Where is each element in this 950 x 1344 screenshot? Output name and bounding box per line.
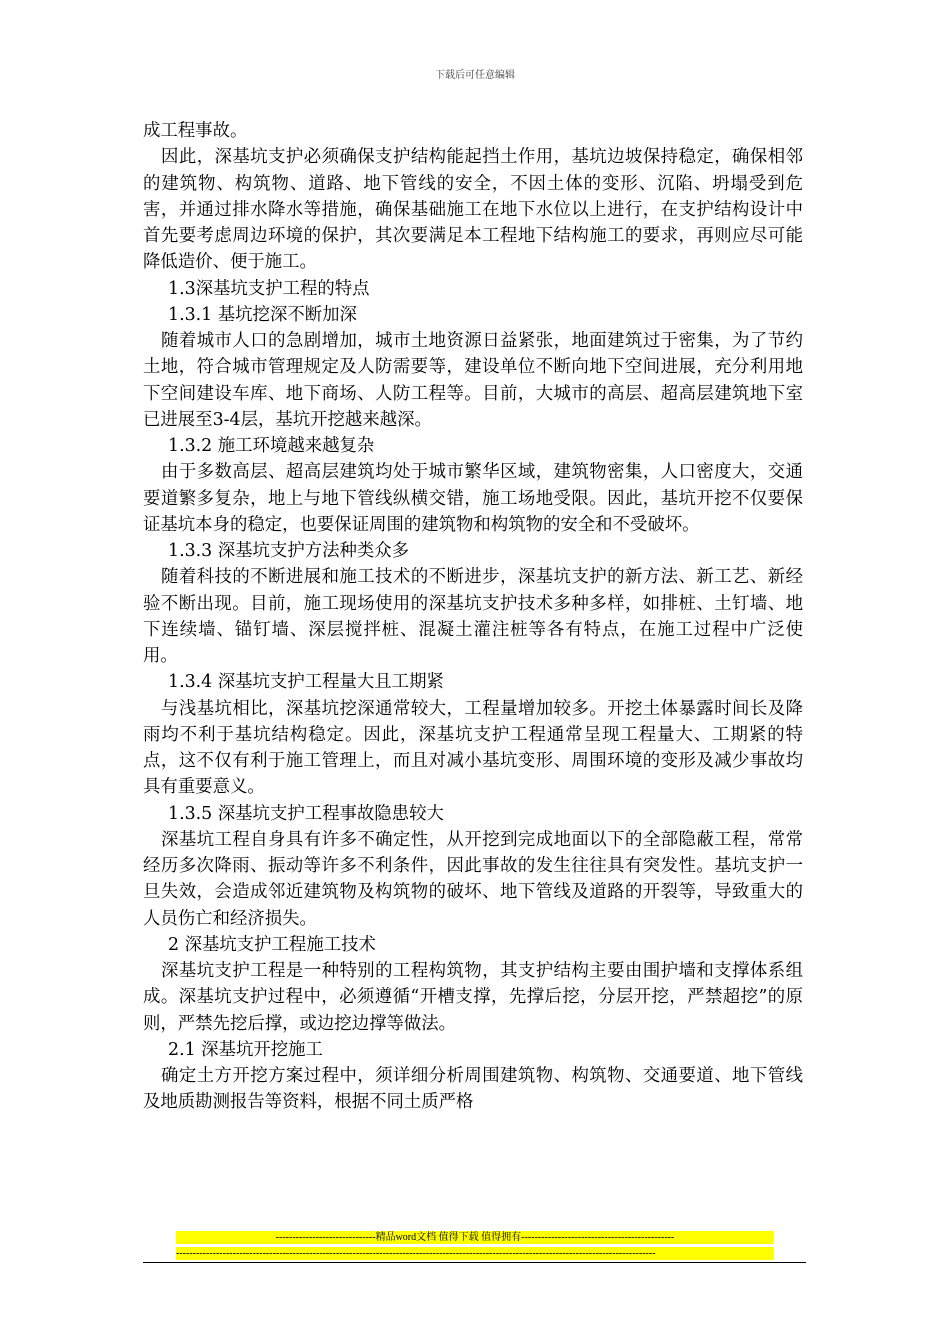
paragraph: 因此，深基坑支护必须确保支护结构能起挡土作用，基坑边坡保持稳定，确保相邻的建筑物、构筑物、道路、地下管线的安全，不因土体的变形、沉陷、坍塌受到危害，并通过排水降水等措施，确保基础施工在地下水位以上进行，在支护结构设计中首先要考虑周边环境的保护，其次要满足本工程地下结构施工的要求，再则应尽可能降低造价、便于施工。 [143, 147, 803, 273]
section-heading: 2 深基坑支护工程施工技术 [168, 934, 376, 955]
body-text [143, 118, 803, 1116]
paragraph: 深基坑支护工程是一种特别的工程构筑物，其支护结构主要由围护墙和支撑体系组成。深基坑支护过程中，必须遵循“开槽支撑，先撑后挖，分层开挖，严禁超挖”的原则，严禁先挖后撑，或边挖边撑等做法。 [143, 961, 803, 1034]
section-heading: 1.3深基坑支护工程的特点 [168, 278, 370, 299]
section-heading: 1.3.1 基坑挖深不断加深 [168, 304, 357, 325]
paragraph: 确定土方开挖方案过程中，须详细分析周围建筑物、构筑物、交通要道、地下管线及地质勘测报告等资料，根据不同土质严格 [143, 1066, 803, 1113]
section-heading: 1.3.4 深基坑支护工程量大且工期紧 [168, 672, 444, 693]
paragraph: 由于多数高层、超高层建筑均处于城市繁华区域，建筑物密集，人口密度大，交通要道繁多复杂，地上与地下管线纵横交错，施工场地受限。因此，基坑开挖不仅要保证基坑本身的稳定，也要保证周围的建筑物和构筑物的安全和不受破坏。 [143, 462, 803, 535]
paragraph: 与浅基坑相比，深基坑挖深通常较大，工程量增加较多。开挖土体暴露时间长及降雨均不利于基坑结构稳定。因此，深基坑支护工程通常呈现工程量大、工期紧的特点，这不仅有利于施工管理上，而且对减小基坑变形、周围环境的变形及减少事故均具有重要意义。 [143, 698, 803, 798]
section-heading: 1.3.3 深基坑支护方法种类众多 [168, 541, 410, 561]
footer-dash-line: ------------------------------------------------------------------------------------------------------------------------------------------------ [176, 1247, 774, 1260]
footer-banner: ------------------------------精品word文档 值得下载 值得拥有---------------------------------------------- [176, 1231, 774, 1244]
paragraph: 随着科技的不断进展和施工技术的不断进步，深基坑支护的新方法、新工艺、新经验不断出现。目前，施工现场使用的深基坑支护技术多种多样，如排桩、土钉墙、地下连续墙、锚钉墙、深层搅拌桩、混凝土灌注桩等各有特点，在施工过程中广泛使用。 [143, 567, 803, 666]
section-heading: 1.3.2 施工环境越来越复杂 [168, 436, 375, 456]
section-heading: 2.1 深基坑开挖施工 [168, 1039, 323, 1060]
footer-rule [143, 1262, 806, 1263]
paragraph: 成工程事故。 [143, 121, 248, 141]
paragraph: 深基坑工程自身具有许多不确定性，从开挖到完成地面以下的全部隐蔽工程，常常经历多次降雨、振动等许多不利条件，因此事故的发生往往具有突发性。基坑支护一旦失效，会造成邻近建筑物及构筑物的破坏、地下管线及道路的开裂等，导致重大的人员伤亡和经济损失。 [143, 829, 803, 929]
paragraph: 随着城市人口的急剧增加，城市土地资源日益紧张，地面建筑过于密集，为了节约土地，符合城市管理规定及人防需要等，建设单位不断向地下空间进展，充分利用地下空间建设车库、地下商场、人防工程等。目前，大城市的高层、超高层建筑地下室已进展至3-4层，基坑开挖越来越深。 [143, 331, 803, 430]
section-heading: 1.3.5 深基坑支护工程事故隐患较大 [168, 803, 444, 824]
header-note: 下载后可任意编辑 [435, 70, 515, 81]
